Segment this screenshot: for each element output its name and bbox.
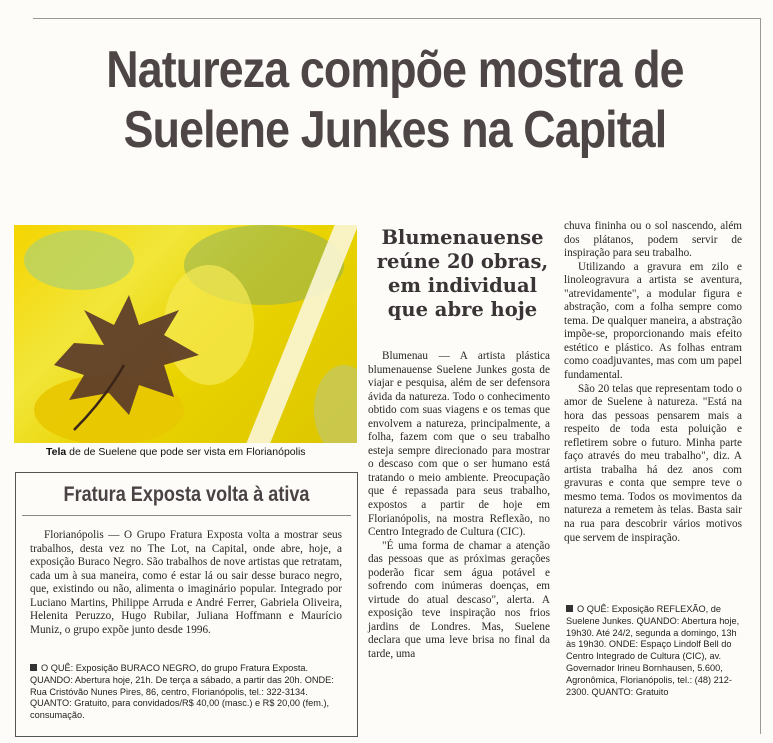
- box-divider: [22, 515, 351, 516]
- article-info: [566, 604, 742, 698]
- paragraph: chuva fininha ou o sol nascendo, além dos plátanos, podem servir de inspiração para seu trabalho.: [564, 220, 742, 260]
- subhead-line: Blumenauense: [381, 226, 544, 249]
- leaf-icon: [14, 225, 357, 443]
- subhead-line: que abre hoje: [387, 298, 538, 321]
- box-body: [30, 529, 342, 637]
- paragraph: Blumenau — A artista plástica blumenauense Suelene Junkes gosta de viajar e pesquisa, além de ser defensora ávida da natureza. Todo o conhecimento obtido com suas viagens e os temas que envolvem a natureza, principalmente, a folha, fazem com que o seu trabalho esteja sempre direcionado para mostrar o descaso com que o ser humano está tratando o meio ambiente. Preocupação que é repassada para seus trabalho, expostos a partir de hoje em Florianópolis, na mostra Reflexão, no Centro Integrado de Cultura (CIC).: [368, 350, 550, 539]
- article-column-2: [564, 220, 742, 545]
- headline: [90, 40, 701, 160]
- photo-caption: [46, 446, 366, 458]
- paragraph: Florianópolis — O Grupo Fratura Exposta volta a mostrar seus trabalhos, desta vez no The Lot, na Capital, onde abre, hoje, a exposição Buraco Negro. São trabalhos de nove artistas que retratam, cada um à sua maneira, como é estar lá ou sair desse buraco negro, que, existindo ou não, alimenta o imaginário popular. Integrado por Luciano Martins, Philippe Arruda e André Ferrer, Gabriela Oliveira, Helenita Peruzzo, Hugo Rubilar, Juliana Hoffmann e Maurício Muniz, o grupo expõe junto desde 1996.: [30, 529, 342, 636]
- caption-bold: Tela: [46, 446, 67, 458]
- subhead-line: reúne 20 obras,: [376, 250, 549, 273]
- artwork-photo: [14, 225, 357, 443]
- box-info-text: O QUÊ: Exposição BURACO NEGRO, do grupo Fratura Exposta. QUANDO: Abertura hoje, 21h. De terça a sábado, a partir das 20h. ONDE: Rua Cristóvão Nunes Pires, 86, centro, Florianópolis, tel.: 322-3134. QUANTO: Gratuito, para convidados/R$ 40,00 (masc.) e R$ 20,00 (fem.), consumação.: [30, 663, 334, 721]
- paragraph: São 20 telas que representam todo o amor de Suelene à natureza. "Está na hora das pessoas pensarem mais a respeito de toda esta poluição e refletirem sobre o futuro. Minha parte faço através do meu trabalho", diz. A artista trabalha há dez anos com gravuras e conta que sempre teve o mesmo tema. Todos os movimentos da natureza a remetem às telas. Basta sair na rua para descobrir vários motivos que servem de inspiração.: [564, 382, 742, 544]
- box-info: [30, 663, 342, 722]
- paragraph: "É uma forma de chamar a atenção das pessoas que as próximas gerações poderão ficar sem água potável e sofrendo com inúmeras doenças, em virtude do atual descaso", alerta. A exposição teve inspiração nos frios jardins de Londres. Mas, Suelene declara que uma leve brisa no final da tarde, uma: [368, 539, 550, 661]
- box-title: Fratura Exposta volta à ativa: [63, 483, 310, 506]
- subheadline: [375, 226, 550, 322]
- headline-line-2: Suelene Junkes na Capital: [123, 101, 667, 159]
- article-info-text: O QUÊ: Exposição REFLEXÃO, de Suelene Junkes. QUANDO: Abertura hoje, 19h30. Até 24/2, segunda a domingo, 13h às 19h30. ONDE: Espaço Lindolf Bell do Centro Integrado de Cultura (CIC), av. Governador Irineu Bornhausen, 5.600, Agronômica, Florianópolis, tel.: (48) 212-2300. QUANTO: Gratuito: [566, 604, 740, 697]
- square-bullet-icon: [30, 664, 37, 671]
- sidebar-box: [15, 472, 358, 737]
- paragraph: Utilizando a gravura em zilo e linoleogravura a artista se aventura, "atrevidamente", a modular figura e abstração, com a folha sempre como tema. De qualquer maneira, a abstração impõe-se, proporcionando mais efeito estético e plástico. As folhas entram como coadjuvantes, mas com um papel fundamental.: [564, 260, 742, 382]
- caption-text: de de Suelene que pode ser vista em Florianópolis: [66, 446, 306, 458]
- article-column-1: [368, 350, 550, 662]
- subhead-line: em individual: [387, 274, 538, 297]
- square-bullet-icon: [566, 605, 573, 612]
- headline-line-1: Natureza compõe mostra de: [106, 41, 684, 99]
